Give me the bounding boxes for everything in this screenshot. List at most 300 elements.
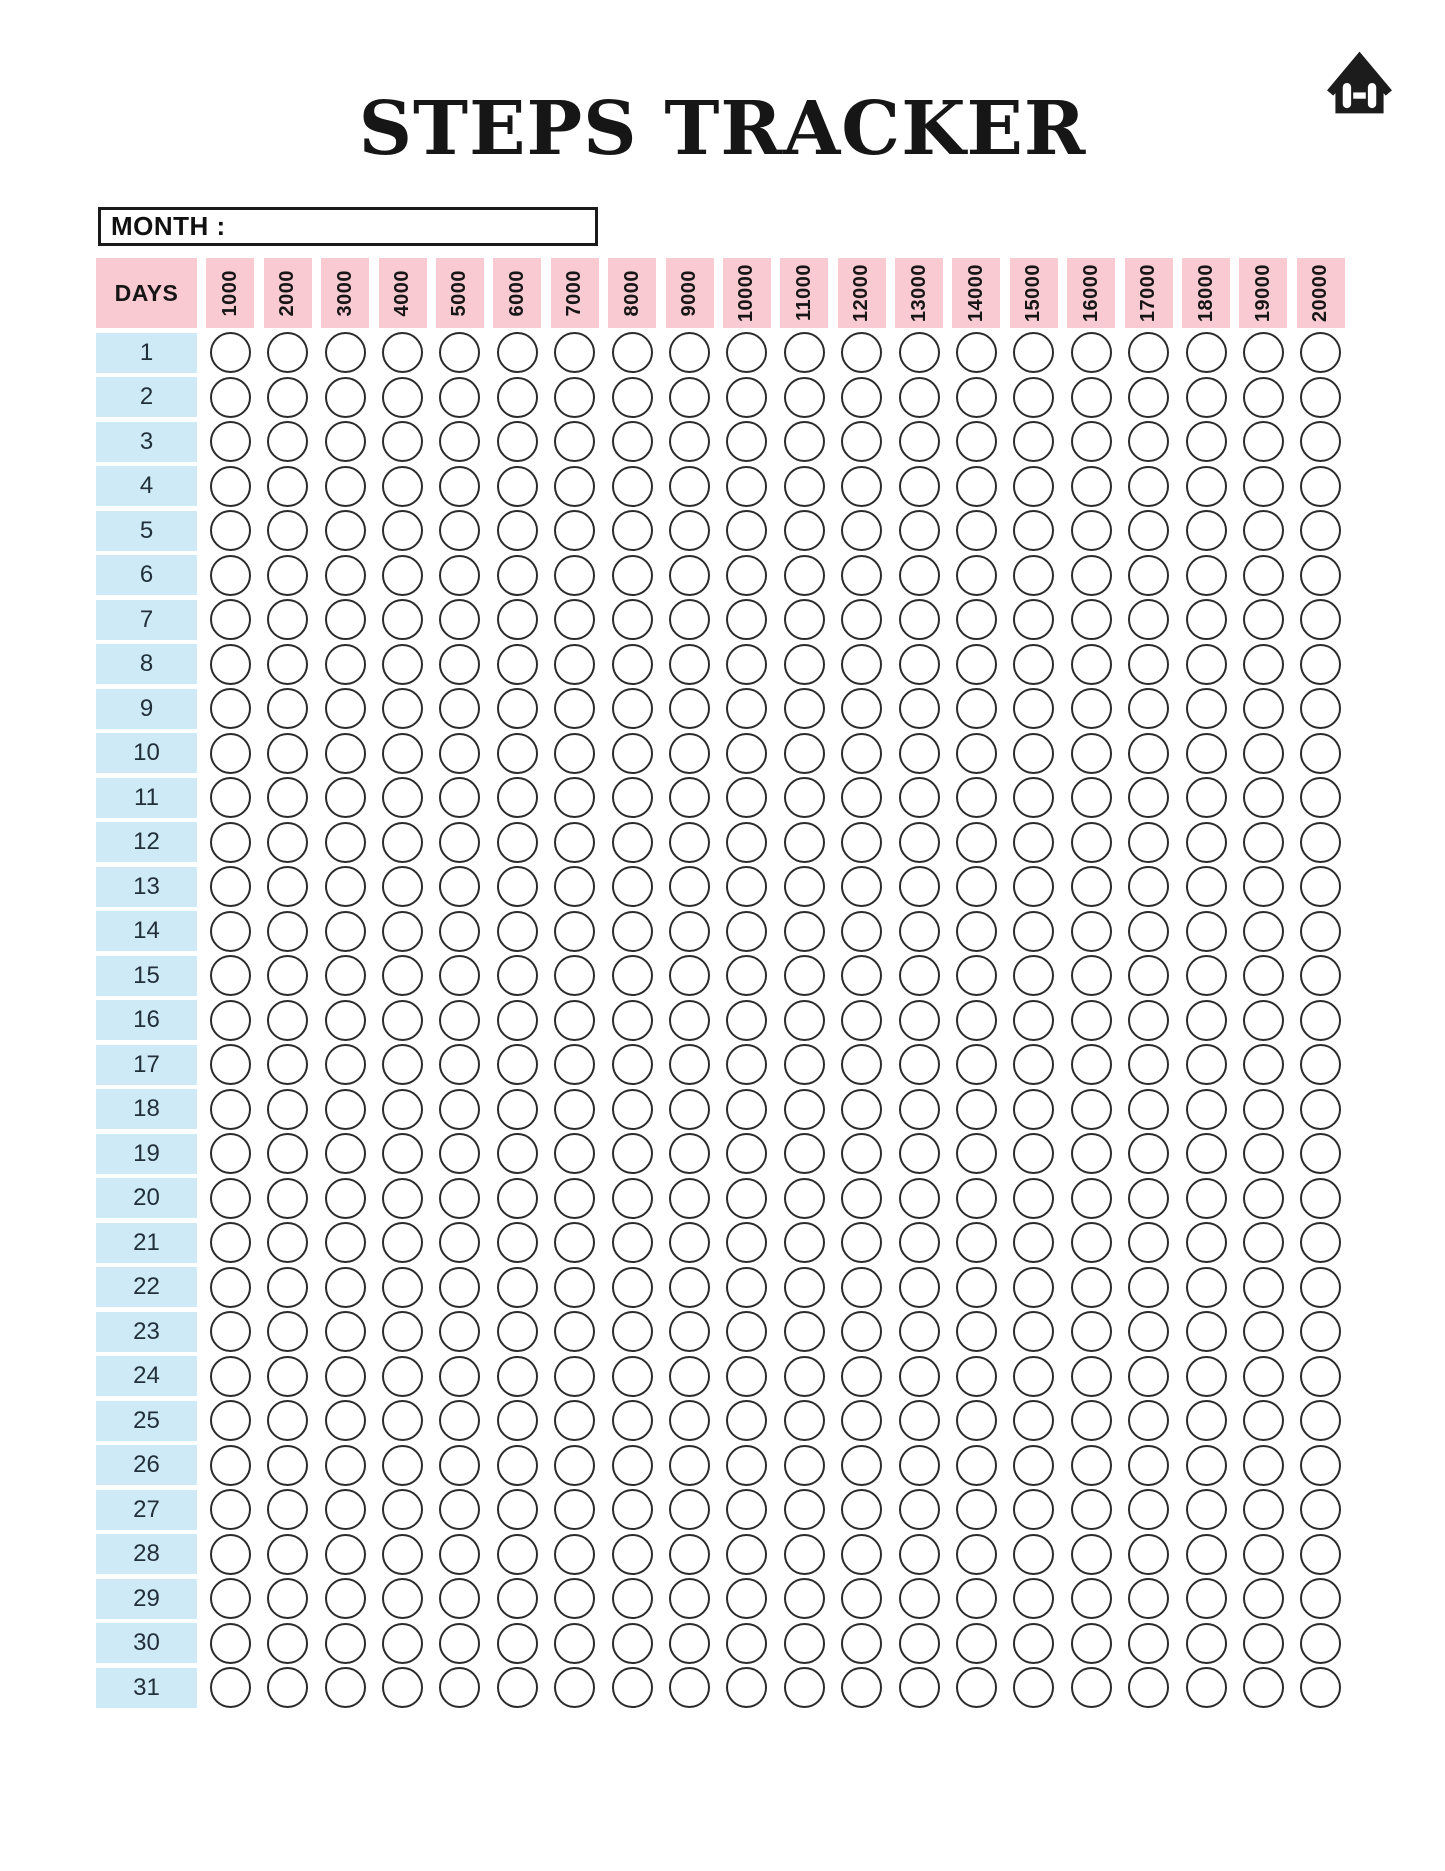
step-circle-day14-5000[interactable] xyxy=(439,911,480,952)
step-circle-day23-3000[interactable] xyxy=(325,1311,366,1352)
step-circle-day4-13000[interactable] xyxy=(899,466,940,507)
step-circle-day13-4000[interactable] xyxy=(382,866,423,907)
step-circle-day8-18000[interactable] xyxy=(1186,644,1227,685)
step-circle-day29-19000[interactable] xyxy=(1243,1578,1284,1619)
step-circle-day19-2000[interactable] xyxy=(267,1133,308,1174)
step-circle-day27-13000[interactable] xyxy=(899,1489,940,1530)
step-circle-day24-5000[interactable] xyxy=(439,1356,480,1397)
step-circle-day8-19000[interactable] xyxy=(1243,644,1284,685)
step-circle-day12-14000[interactable] xyxy=(956,822,997,863)
step-circle-day24-4000[interactable] xyxy=(382,1356,423,1397)
step-circle-day16-17000[interactable] xyxy=(1128,1000,1169,1041)
step-circle-day13-19000[interactable] xyxy=(1243,866,1284,907)
step-circle-day10-11000[interactable] xyxy=(784,733,825,774)
step-circle-day4-11000[interactable] xyxy=(784,466,825,507)
step-circle-day24-2000[interactable] xyxy=(267,1356,308,1397)
step-circle-day2-15000[interactable] xyxy=(1013,377,1054,418)
step-circle-day30-1000[interactable] xyxy=(210,1623,251,1664)
step-circle-day25-9000[interactable] xyxy=(669,1400,710,1441)
month-value-field[interactable] xyxy=(234,210,595,243)
step-circle-day18-18000[interactable] xyxy=(1186,1089,1227,1130)
step-circle-day27-17000[interactable] xyxy=(1128,1489,1169,1530)
step-circle-day11-3000[interactable] xyxy=(325,777,366,818)
step-circle-day20-12000[interactable] xyxy=(841,1178,882,1219)
step-circle-day5-7000[interactable] xyxy=(554,510,595,551)
step-circle-day21-6000[interactable] xyxy=(497,1222,538,1263)
step-circle-day31-18000[interactable] xyxy=(1186,1667,1227,1708)
step-circle-day26-6000[interactable] xyxy=(497,1445,538,1486)
step-circle-day2-6000[interactable] xyxy=(497,377,538,418)
step-circle-day6-10000[interactable] xyxy=(726,555,767,596)
step-circle-day9-14000[interactable] xyxy=(956,688,997,729)
step-circle-day19-16000[interactable] xyxy=(1071,1133,1112,1174)
step-circle-day18-16000[interactable] xyxy=(1071,1089,1112,1130)
step-circle-day4-15000[interactable] xyxy=(1013,466,1054,507)
step-circle-day6-3000[interactable] xyxy=(325,555,366,596)
step-circle-day10-17000[interactable] xyxy=(1128,733,1169,774)
step-circle-day27-8000[interactable] xyxy=(612,1489,653,1530)
step-circle-day27-14000[interactable] xyxy=(956,1489,997,1530)
step-circle-day19-10000[interactable] xyxy=(726,1133,767,1174)
step-circle-day3-7000[interactable] xyxy=(554,421,595,462)
step-circle-day23-13000[interactable] xyxy=(899,1311,940,1352)
step-circle-day22-11000[interactable] xyxy=(784,1267,825,1308)
step-circle-day31-11000[interactable] xyxy=(784,1667,825,1708)
step-circle-day7-4000[interactable] xyxy=(382,599,423,640)
step-circle-day12-11000[interactable] xyxy=(784,822,825,863)
step-circle-day7-5000[interactable] xyxy=(439,599,480,640)
step-circle-day7-10000[interactable] xyxy=(726,599,767,640)
step-circle-day8-5000[interactable] xyxy=(439,644,480,685)
step-circle-day29-17000[interactable] xyxy=(1128,1578,1169,1619)
step-circle-day1-18000[interactable] xyxy=(1186,332,1227,373)
step-circle-day11-15000[interactable] xyxy=(1013,777,1054,818)
step-circle-day19-13000[interactable] xyxy=(899,1133,940,1174)
step-circle-day5-3000[interactable] xyxy=(325,510,366,551)
step-circle-day23-12000[interactable] xyxy=(841,1311,882,1352)
step-circle-day25-18000[interactable] xyxy=(1186,1400,1227,1441)
step-circle-day28-5000[interactable] xyxy=(439,1534,480,1575)
step-circle-day6-14000[interactable] xyxy=(956,555,997,596)
step-circle-day25-11000[interactable] xyxy=(784,1400,825,1441)
step-circle-day17-3000[interactable] xyxy=(325,1044,366,1085)
step-circle-day22-14000[interactable] xyxy=(956,1267,997,1308)
step-circle-day29-16000[interactable] xyxy=(1071,1578,1112,1619)
step-circle-day14-19000[interactable] xyxy=(1243,911,1284,952)
step-circle-day15-20000[interactable] xyxy=(1300,955,1341,996)
step-circle-day11-10000[interactable] xyxy=(726,777,767,818)
step-circle-day30-19000[interactable] xyxy=(1243,1623,1284,1664)
step-circle-day17-10000[interactable] xyxy=(726,1044,767,1085)
step-circle-day4-16000[interactable] xyxy=(1071,466,1112,507)
step-circle-day23-7000[interactable] xyxy=(554,1311,595,1352)
step-circle-day28-11000[interactable] xyxy=(784,1534,825,1575)
step-circle-day31-5000[interactable] xyxy=(439,1667,480,1708)
step-circle-day10-14000[interactable] xyxy=(956,733,997,774)
step-circle-day16-16000[interactable] xyxy=(1071,1000,1112,1041)
step-circle-day15-15000[interactable] xyxy=(1013,955,1054,996)
step-circle-day1-10000[interactable] xyxy=(726,332,767,373)
step-circle-day24-15000[interactable] xyxy=(1013,1356,1054,1397)
step-circle-day14-17000[interactable] xyxy=(1128,911,1169,952)
step-circle-day27-4000[interactable] xyxy=(382,1489,423,1530)
step-circle-day9-5000[interactable] xyxy=(439,688,480,729)
step-circle-day23-6000[interactable] xyxy=(497,1311,538,1352)
step-circle-day17-14000[interactable] xyxy=(956,1044,997,1085)
step-circle-day27-16000[interactable] xyxy=(1071,1489,1112,1530)
step-circle-day29-14000[interactable] xyxy=(956,1578,997,1619)
step-circle-day12-6000[interactable] xyxy=(497,822,538,863)
step-circle-day24-18000[interactable] xyxy=(1186,1356,1227,1397)
step-circle-day4-3000[interactable] xyxy=(325,466,366,507)
step-circle-day25-1000[interactable] xyxy=(210,1400,251,1441)
step-circle-day23-8000[interactable] xyxy=(612,1311,653,1352)
step-circle-day16-6000[interactable] xyxy=(497,1000,538,1041)
step-circle-day15-18000[interactable] xyxy=(1186,955,1227,996)
step-circle-day5-4000[interactable] xyxy=(382,510,423,551)
step-circle-day22-17000[interactable] xyxy=(1128,1267,1169,1308)
step-circle-day17-17000[interactable] xyxy=(1128,1044,1169,1085)
step-circle-day2-4000[interactable] xyxy=(382,377,423,418)
step-circle-day21-1000[interactable] xyxy=(210,1222,251,1263)
step-circle-day29-13000[interactable] xyxy=(899,1578,940,1619)
step-circle-day11-6000[interactable] xyxy=(497,777,538,818)
step-circle-day26-2000[interactable] xyxy=(267,1445,308,1486)
step-circle-day3-13000[interactable] xyxy=(899,421,940,462)
step-circle-day6-9000[interactable] xyxy=(669,555,710,596)
step-circle-day1-17000[interactable] xyxy=(1128,332,1169,373)
step-circle-day1-5000[interactable] xyxy=(439,332,480,373)
step-circle-day21-13000[interactable] xyxy=(899,1222,940,1263)
step-circle-day28-4000[interactable] xyxy=(382,1534,423,1575)
step-circle-day15-16000[interactable] xyxy=(1071,955,1112,996)
step-circle-day31-17000[interactable] xyxy=(1128,1667,1169,1708)
step-circle-day7-15000[interactable] xyxy=(1013,599,1054,640)
step-circle-day20-4000[interactable] xyxy=(382,1178,423,1219)
step-circle-day9-2000[interactable] xyxy=(267,688,308,729)
step-circle-day16-15000[interactable] xyxy=(1013,1000,1054,1041)
step-circle-day2-1000[interactable] xyxy=(210,377,251,418)
step-circle-day8-7000[interactable] xyxy=(554,644,595,685)
step-circle-day1-6000[interactable] xyxy=(497,332,538,373)
step-circle-day11-18000[interactable] xyxy=(1186,777,1227,818)
step-circle-day1-13000[interactable] xyxy=(899,332,940,373)
step-circle-day19-14000[interactable] xyxy=(956,1133,997,1174)
step-circle-day15-3000[interactable] xyxy=(325,955,366,996)
step-circle-day1-9000[interactable] xyxy=(669,332,710,373)
step-circle-day3-4000[interactable] xyxy=(382,421,423,462)
step-circle-day12-2000[interactable] xyxy=(267,822,308,863)
step-circle-day24-9000[interactable] xyxy=(669,1356,710,1397)
step-circle-day8-17000[interactable] xyxy=(1128,644,1169,685)
step-circle-day18-15000[interactable] xyxy=(1013,1089,1054,1130)
step-circle-day13-9000[interactable] xyxy=(669,866,710,907)
step-circle-day11-1000[interactable] xyxy=(210,777,251,818)
step-circle-day7-16000[interactable] xyxy=(1071,599,1112,640)
step-circle-day16-7000[interactable] xyxy=(554,1000,595,1041)
step-circle-day30-15000[interactable] xyxy=(1013,1623,1054,1664)
step-circle-day17-7000[interactable] xyxy=(554,1044,595,1085)
step-circle-day28-1000[interactable] xyxy=(210,1534,251,1575)
step-circle-day15-11000[interactable] xyxy=(784,955,825,996)
step-circle-day13-13000[interactable] xyxy=(899,866,940,907)
step-circle-day28-7000[interactable] xyxy=(554,1534,595,1575)
step-circle-day14-10000[interactable] xyxy=(726,911,767,952)
step-circle-day7-13000[interactable] xyxy=(899,599,940,640)
step-circle-day19-11000[interactable] xyxy=(784,1133,825,1174)
step-circle-day21-4000[interactable] xyxy=(382,1222,423,1263)
step-circle-day21-10000[interactable] xyxy=(726,1222,767,1263)
step-circle-day21-3000[interactable] xyxy=(325,1222,366,1263)
step-circle-day30-16000[interactable] xyxy=(1071,1623,1112,1664)
step-circle-day22-12000[interactable] xyxy=(841,1267,882,1308)
step-circle-day4-17000[interactable] xyxy=(1128,466,1169,507)
step-circle-day20-10000[interactable] xyxy=(726,1178,767,1219)
step-circle-day12-13000[interactable] xyxy=(899,822,940,863)
step-circle-day8-2000[interactable] xyxy=(267,644,308,685)
step-circle-day23-15000[interactable] xyxy=(1013,1311,1054,1352)
step-circle-day2-8000[interactable] xyxy=(612,377,653,418)
step-circle-day27-15000[interactable] xyxy=(1013,1489,1054,1530)
step-circle-day23-10000[interactable] xyxy=(726,1311,767,1352)
step-circle-day9-13000[interactable] xyxy=(899,688,940,729)
step-circle-day14-7000[interactable] xyxy=(554,911,595,952)
step-circle-day29-1000[interactable] xyxy=(210,1578,251,1619)
step-circle-day9-11000[interactable] xyxy=(784,688,825,729)
step-circle-day3-9000[interactable] xyxy=(669,421,710,462)
step-circle-day21-18000[interactable] xyxy=(1186,1222,1227,1263)
step-circle-day11-14000[interactable] xyxy=(956,777,997,818)
step-circle-day14-16000[interactable] xyxy=(1071,911,1112,952)
step-circle-day9-20000[interactable] xyxy=(1300,688,1341,729)
step-circle-day30-18000[interactable] xyxy=(1186,1623,1227,1664)
step-circle-day31-20000[interactable] xyxy=(1300,1667,1341,1708)
step-circle-day11-11000[interactable] xyxy=(784,777,825,818)
step-circle-day12-7000[interactable] xyxy=(554,822,595,863)
step-circle-day27-19000[interactable] xyxy=(1243,1489,1284,1530)
step-circle-day11-5000[interactable] xyxy=(439,777,480,818)
step-circle-day18-12000[interactable] xyxy=(841,1089,882,1130)
step-circle-day28-17000[interactable] xyxy=(1128,1534,1169,1575)
step-circle-day8-13000[interactable] xyxy=(899,644,940,685)
step-circle-day25-19000[interactable] xyxy=(1243,1400,1284,1441)
step-circle-day15-9000[interactable] xyxy=(669,955,710,996)
step-circle-day8-9000[interactable] xyxy=(669,644,710,685)
step-circle-day19-9000[interactable] xyxy=(669,1133,710,1174)
step-circle-day2-10000[interactable] xyxy=(726,377,767,418)
step-circle-day6-5000[interactable] xyxy=(439,555,480,596)
step-circle-day28-10000[interactable] xyxy=(726,1534,767,1575)
step-circle-day8-10000[interactable] xyxy=(726,644,767,685)
step-circle-day1-7000[interactable] xyxy=(554,332,595,373)
step-circle-day18-20000[interactable] xyxy=(1300,1089,1341,1130)
step-circle-day5-5000[interactable] xyxy=(439,510,480,551)
step-circle-day12-17000[interactable] xyxy=(1128,822,1169,863)
step-circle-day15-17000[interactable] xyxy=(1128,955,1169,996)
step-circle-day25-20000[interactable] xyxy=(1300,1400,1341,1441)
step-circle-day28-18000[interactable] xyxy=(1186,1534,1227,1575)
step-circle-day22-18000[interactable] xyxy=(1186,1267,1227,1308)
step-circle-day21-14000[interactable] xyxy=(956,1222,997,1263)
step-circle-day8-1000[interactable] xyxy=(210,644,251,685)
step-circle-day19-17000[interactable] xyxy=(1128,1133,1169,1174)
step-circle-day26-20000[interactable] xyxy=(1300,1445,1341,1486)
step-circle-day17-20000[interactable] xyxy=(1300,1044,1341,1085)
step-circle-day20-6000[interactable] xyxy=(497,1178,538,1219)
step-circle-day28-12000[interactable] xyxy=(841,1534,882,1575)
step-circle-day4-9000[interactable] xyxy=(669,466,710,507)
step-circle-day9-4000[interactable] xyxy=(382,688,423,729)
step-circle-day6-8000[interactable] xyxy=(612,555,653,596)
step-circle-day25-14000[interactable] xyxy=(956,1400,997,1441)
step-circle-day29-20000[interactable] xyxy=(1300,1578,1341,1619)
step-circle-day28-6000[interactable] xyxy=(497,1534,538,1575)
step-circle-day9-12000[interactable] xyxy=(841,688,882,729)
step-circle-day23-18000[interactable] xyxy=(1186,1311,1227,1352)
step-circle-day30-7000[interactable] xyxy=(554,1623,595,1664)
step-circle-day6-18000[interactable] xyxy=(1186,555,1227,596)
step-circle-day30-5000[interactable] xyxy=(439,1623,480,1664)
step-circle-day5-18000[interactable] xyxy=(1186,510,1227,551)
step-circle-day26-19000[interactable] xyxy=(1243,1445,1284,1486)
step-circle-day28-15000[interactable] xyxy=(1013,1534,1054,1575)
step-circle-day12-16000[interactable] xyxy=(1071,822,1112,863)
step-circle-day5-19000[interactable] xyxy=(1243,510,1284,551)
step-circle-day18-2000[interactable] xyxy=(267,1089,308,1130)
step-circle-day3-18000[interactable] xyxy=(1186,421,1227,462)
step-circle-day7-8000[interactable] xyxy=(612,599,653,640)
step-circle-day10-5000[interactable] xyxy=(439,733,480,774)
step-circle-day12-19000[interactable] xyxy=(1243,822,1284,863)
step-circle-day3-15000[interactable] xyxy=(1013,421,1054,462)
step-circle-day12-4000[interactable] xyxy=(382,822,423,863)
step-circle-day3-17000[interactable] xyxy=(1128,421,1169,462)
step-circle-day24-1000[interactable] xyxy=(210,1356,251,1397)
step-circle-day18-10000[interactable] xyxy=(726,1089,767,1130)
step-circle-day22-3000[interactable] xyxy=(325,1267,366,1308)
step-circle-day5-16000[interactable] xyxy=(1071,510,1112,551)
step-circle-day4-8000[interactable] xyxy=(612,466,653,507)
step-circle-day25-15000[interactable] xyxy=(1013,1400,1054,1441)
step-circle-day15-8000[interactable] xyxy=(612,955,653,996)
step-circle-day25-7000[interactable] xyxy=(554,1400,595,1441)
step-circle-day1-16000[interactable] xyxy=(1071,332,1112,373)
step-circle-day1-11000[interactable] xyxy=(784,332,825,373)
step-circle-day14-18000[interactable] xyxy=(1186,911,1227,952)
step-circle-day22-16000[interactable] xyxy=(1071,1267,1112,1308)
step-circle-day21-20000[interactable] xyxy=(1300,1222,1341,1263)
step-circle-day31-15000[interactable] xyxy=(1013,1667,1054,1708)
step-circle-day5-13000[interactable] xyxy=(899,510,940,551)
step-circle-day29-10000[interactable] xyxy=(726,1578,767,1619)
step-circle-day9-9000[interactable] xyxy=(669,688,710,729)
step-circle-day31-6000[interactable] xyxy=(497,1667,538,1708)
step-circle-day26-10000[interactable] xyxy=(726,1445,767,1486)
step-circle-day31-13000[interactable] xyxy=(899,1667,940,1708)
step-circle-day27-9000[interactable] xyxy=(669,1489,710,1530)
step-circle-day16-12000[interactable] xyxy=(841,1000,882,1041)
step-circle-day4-12000[interactable] xyxy=(841,466,882,507)
step-circle-day21-2000[interactable] xyxy=(267,1222,308,1263)
step-circle-day12-5000[interactable] xyxy=(439,822,480,863)
step-circle-day6-12000[interactable] xyxy=(841,555,882,596)
step-circle-day11-16000[interactable] xyxy=(1071,777,1112,818)
step-circle-day27-12000[interactable] xyxy=(841,1489,882,1530)
step-circle-day4-10000[interactable] xyxy=(726,466,767,507)
step-circle-day4-7000[interactable] xyxy=(554,466,595,507)
step-circle-day8-15000[interactable] xyxy=(1013,644,1054,685)
step-circle-day8-11000[interactable] xyxy=(784,644,825,685)
step-circle-day4-20000[interactable] xyxy=(1300,466,1341,507)
step-circle-day18-19000[interactable] xyxy=(1243,1089,1284,1130)
step-circle-day17-8000[interactable] xyxy=(612,1044,653,1085)
step-circle-day9-3000[interactable] xyxy=(325,688,366,729)
step-circle-day5-8000[interactable] xyxy=(612,510,653,551)
step-circle-day13-1000[interactable] xyxy=(210,866,251,907)
step-circle-day31-19000[interactable] xyxy=(1243,1667,1284,1708)
step-circle-day12-9000[interactable] xyxy=(669,822,710,863)
step-circle-day28-16000[interactable] xyxy=(1071,1534,1112,1575)
step-circle-day22-10000[interactable] xyxy=(726,1267,767,1308)
step-circle-day17-11000[interactable] xyxy=(784,1044,825,1085)
step-circle-day2-18000[interactable] xyxy=(1186,377,1227,418)
step-circle-day12-12000[interactable] xyxy=(841,822,882,863)
step-circle-day13-3000[interactable] xyxy=(325,866,366,907)
step-circle-day25-2000[interactable] xyxy=(267,1400,308,1441)
step-circle-day5-1000[interactable] xyxy=(210,510,251,551)
step-circle-day31-8000[interactable] xyxy=(612,1667,653,1708)
step-circle-day27-5000[interactable] xyxy=(439,1489,480,1530)
step-circle-day6-7000[interactable] xyxy=(554,555,595,596)
step-circle-day22-1000[interactable] xyxy=(210,1267,251,1308)
step-circle-day19-20000[interactable] xyxy=(1300,1133,1341,1174)
step-circle-day23-9000[interactable] xyxy=(669,1311,710,1352)
step-circle-day13-7000[interactable] xyxy=(554,866,595,907)
step-circle-day31-10000[interactable] xyxy=(726,1667,767,1708)
step-circle-day5-12000[interactable] xyxy=(841,510,882,551)
step-circle-day23-20000[interactable] xyxy=(1300,1311,1341,1352)
step-circle-day16-13000[interactable] xyxy=(899,1000,940,1041)
step-circle-day23-14000[interactable] xyxy=(956,1311,997,1352)
step-circle-day30-4000[interactable] xyxy=(382,1623,423,1664)
step-circle-day9-15000[interactable] xyxy=(1013,688,1054,729)
step-circle-day29-2000[interactable] xyxy=(267,1578,308,1619)
step-circle-day28-14000[interactable] xyxy=(956,1534,997,1575)
step-circle-day20-11000[interactable] xyxy=(784,1178,825,1219)
step-circle-day22-8000[interactable] xyxy=(612,1267,653,1308)
step-circle-day23-17000[interactable] xyxy=(1128,1311,1169,1352)
step-circle-day27-18000[interactable] xyxy=(1186,1489,1227,1530)
step-circle-day1-1000[interactable] xyxy=(210,332,251,373)
step-circle-day26-14000[interactable] xyxy=(956,1445,997,1486)
step-circle-day2-17000[interactable] xyxy=(1128,377,1169,418)
step-circle-day31-2000[interactable] xyxy=(267,1667,308,1708)
step-circle-day20-14000[interactable] xyxy=(956,1178,997,1219)
step-circle-day20-2000[interactable] xyxy=(267,1178,308,1219)
step-circle-day7-18000[interactable] xyxy=(1186,599,1227,640)
step-circle-day31-1000[interactable] xyxy=(210,1667,251,1708)
step-circle-day22-4000[interactable] xyxy=(382,1267,423,1308)
step-circle-day8-20000[interactable] xyxy=(1300,644,1341,685)
step-circle-day24-16000[interactable] xyxy=(1071,1356,1112,1397)
step-circle-day24-7000[interactable] xyxy=(554,1356,595,1397)
step-circle-day12-3000[interactable] xyxy=(325,822,366,863)
step-circle-day20-19000[interactable] xyxy=(1243,1178,1284,1219)
step-circle-day13-10000[interactable] xyxy=(726,866,767,907)
step-circle-day4-19000[interactable] xyxy=(1243,466,1284,507)
step-circle-day20-8000[interactable] xyxy=(612,1178,653,1219)
step-circle-day29-8000[interactable] xyxy=(612,1578,653,1619)
